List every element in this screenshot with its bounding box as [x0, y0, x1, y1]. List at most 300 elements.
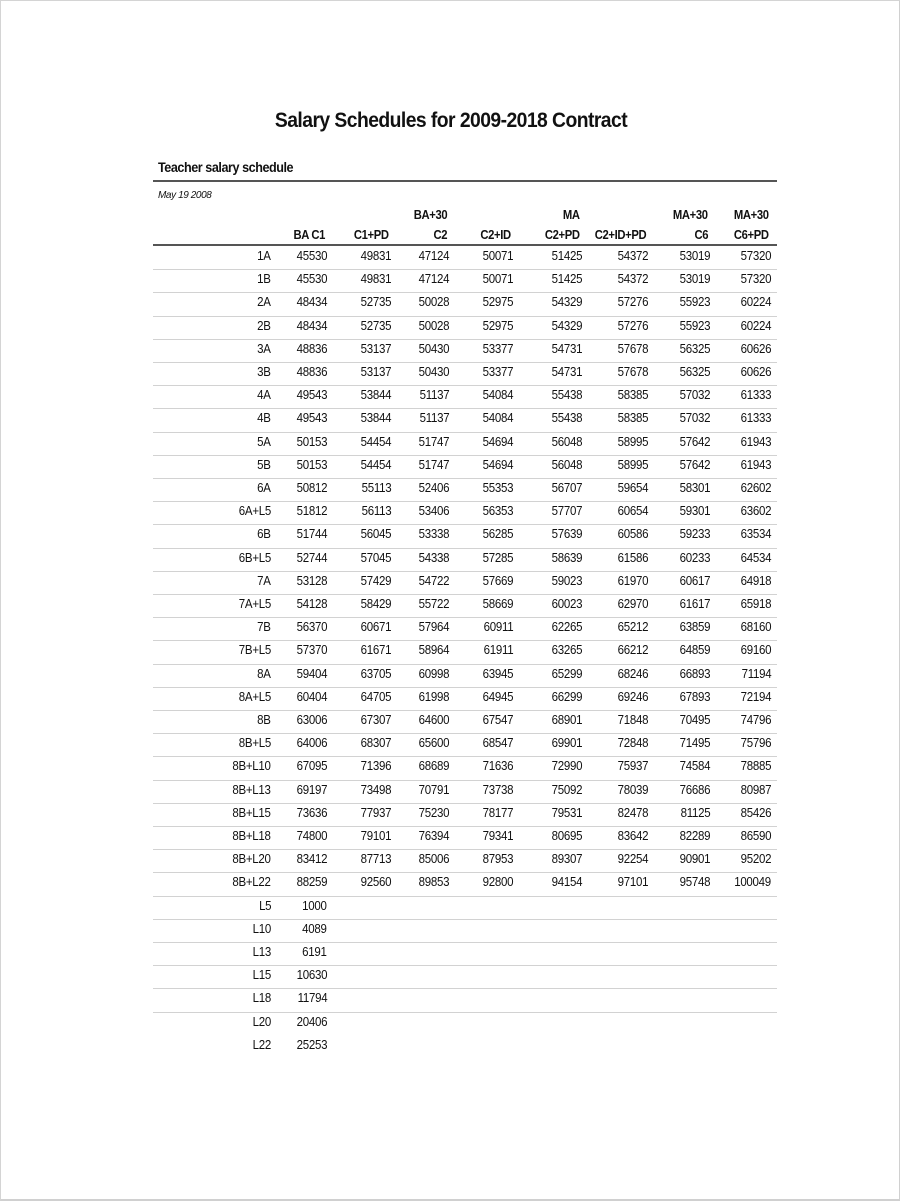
- table-row: [153, 548, 777, 572]
- salary-cell: 51747: [418, 457, 449, 472]
- salary-cell: 55923: [679, 295, 710, 310]
- salary-cell: 61333: [740, 411, 771, 426]
- salary-cell: 20406: [296, 1014, 327, 1029]
- salary-cell: 65918: [740, 597, 771, 611]
- salary-cell: 1000: [302, 898, 327, 913]
- salary-cell: 75092: [551, 782, 582, 797]
- salary-cell: 71636: [482, 759, 513, 774]
- table-row: [153, 455, 777, 479]
- salary-cell: 61911: [483, 643, 513, 658]
- step-label: 2A: [257, 295, 271, 310]
- salary-cell: 56325: [679, 365, 710, 379]
- salary-cell: 55113: [361, 481, 391, 495]
- step-label: L10: [252, 921, 271, 936]
- step-label: L20: [252, 1014, 271, 1029]
- salary-cell: 54454: [360, 457, 391, 472]
- salary-cell: 54084: [482, 411, 513, 426]
- salary-cell: 52744: [296, 550, 327, 565]
- step-label: 6B+L5: [238, 550, 271, 565]
- salary-cell: 70495: [679, 713, 710, 727]
- step-label: L5: [258, 898, 271, 913]
- salary-cell: 69197: [296, 782, 327, 797]
- salary-cell: 89853: [418, 875, 449, 890]
- salary-cell: 80987: [740, 782, 771, 797]
- salary-cell: 54731: [551, 341, 582, 356]
- salary-cell: 57276: [617, 318, 648, 333]
- salary-cell: 45530: [296, 272, 327, 287]
- salary-cell: 56353: [482, 504, 513, 519]
- step-label: 5A: [257, 434, 271, 449]
- salary-cell: 70791: [418, 782, 449, 797]
- salary-cell: 6191: [302, 945, 327, 959]
- salary-cell: 48836: [296, 341, 327, 356]
- salary-cell: 72990: [551, 759, 582, 774]
- salary-cell: 60654: [617, 504, 648, 519]
- salary-cell: 60998: [418, 666, 449, 681]
- column-header-5: C2+ID+PD: [594, 228, 646, 242]
- salary-cell: 59301: [679, 504, 710, 519]
- salary-cell: 10630: [296, 968, 327, 983]
- salary-cell: 52406: [418, 481, 449, 495]
- salary-cell: 53844: [360, 388, 391, 403]
- salary-cell: 64945: [482, 689, 513, 704]
- salary-cell: 88259: [296, 875, 327, 890]
- step-label: 5B: [257, 457, 271, 472]
- table-row: [153, 803, 777, 827]
- step-label: 4B: [257, 411, 271, 426]
- table-row: [153, 733, 777, 757]
- salary-cell: 57276: [617, 295, 648, 310]
- salary-cell: 50812: [296, 481, 327, 495]
- salary-cell: 61970: [617, 573, 648, 588]
- salary-cell: 64006: [296, 736, 327, 751]
- salary-cell: 67547: [482, 713, 513, 727]
- salary-cell: 78177: [482, 805, 513, 820]
- step-label: 7A+L5: [238, 597, 271, 611]
- step-label: 8B+L20: [232, 852, 271, 867]
- salary-cell: 57642: [679, 434, 710, 449]
- salary-cell: 56285: [482, 527, 513, 542]
- salary-cell: 90901: [679, 852, 710, 867]
- salary-cell: 51425: [551, 272, 582, 287]
- salary-cell: 64534: [740, 550, 771, 565]
- salary-cell: 60671: [360, 620, 391, 635]
- table-row: [153, 408, 777, 432]
- table-row: [153, 617, 777, 641]
- section-subtitle: Teacher salary schedule: [158, 159, 294, 175]
- salary-cell: 54722: [418, 573, 449, 588]
- table-row: [153, 849, 777, 873]
- step-label: 8A: [257, 666, 271, 681]
- salary-cell: 58429: [360, 597, 391, 611]
- salary-cell: 54731: [551, 365, 582, 379]
- salary-cell: 54084: [482, 388, 513, 403]
- salary-cell: 50153: [296, 434, 327, 449]
- salary-cell: 65299: [551, 666, 582, 681]
- table-row: [153, 664, 777, 688]
- column-header-7: C6+PD: [734, 228, 769, 242]
- salary-cell: 62970: [617, 597, 648, 611]
- salary-cell: 85426: [740, 805, 771, 820]
- salary-cell: 60233: [679, 550, 710, 565]
- salary-cell: 50153: [296, 457, 327, 472]
- table-row: [153, 942, 777, 966]
- salary-cell: 53019: [679, 272, 710, 287]
- table-row: [153, 432, 777, 456]
- salary-cell: 57669: [482, 573, 513, 588]
- salary-cell: 74800: [296, 829, 327, 843]
- salary-cell: 58301: [679, 481, 710, 495]
- salary-cell: 50071: [482, 272, 513, 287]
- table-row: [153, 269, 777, 293]
- salary-cell: 59404: [296, 666, 327, 681]
- salary-cell: 63006: [296, 713, 327, 727]
- salary-cell: 57707: [551, 504, 582, 519]
- salary-cell: 68901: [551, 713, 582, 727]
- salary-cell: 71495: [679, 736, 710, 751]
- salary-cell: 57678: [617, 365, 648, 379]
- salary-cell: 67307: [360, 713, 391, 727]
- table-row: [153, 756, 777, 780]
- salary-cell: 61617: [679, 597, 710, 611]
- salary-cell: 58385: [617, 388, 648, 403]
- salary-cell: 61943: [740, 457, 771, 472]
- salary-cell: 54329: [551, 318, 582, 333]
- step-label: L13: [252, 945, 271, 959]
- salary-cell: 51137: [419, 388, 449, 403]
- salary-cell: 47124: [418, 249, 449, 263]
- salary-cell: 54329: [551, 295, 582, 310]
- salary-cell: 62265: [551, 620, 582, 635]
- salary-cell: 60224: [740, 295, 771, 310]
- salary-cell: 64705: [360, 689, 391, 704]
- salary-cell: 54128: [296, 597, 327, 611]
- salary-cell: 94154: [551, 875, 582, 890]
- salary-cell: 53019: [679, 249, 710, 263]
- salary-cell: 49831: [360, 272, 391, 287]
- salary-cell: 61586: [617, 550, 648, 565]
- salary-cell: 50071: [482, 249, 513, 263]
- salary-cell: 63945: [482, 666, 513, 681]
- salary-cell: 57032: [679, 388, 710, 403]
- step-label: 8B: [257, 713, 271, 727]
- table-row: [153, 246, 777, 270]
- table-row: [153, 292, 777, 316]
- salary-cell: 49831: [360, 249, 391, 263]
- salary-cell: 56113: [361, 504, 391, 519]
- table-row: [153, 501, 777, 525]
- salary-cell: 68307: [360, 736, 391, 751]
- salary-cell: 86590: [740, 829, 771, 843]
- step-label: 6A+L5: [238, 504, 271, 519]
- salary-cell: 68160: [740, 620, 771, 635]
- step-label: 7B+L5: [238, 643, 271, 658]
- salary-cell: 60224: [740, 318, 771, 333]
- table-row: [153, 478, 777, 502]
- salary-cell: 50028: [418, 318, 449, 333]
- salary-cell: 57370: [296, 643, 327, 658]
- salary-cell: 53137: [360, 365, 391, 379]
- step-label: 8B+L5: [238, 736, 271, 751]
- column-header-top-4: MA: [563, 208, 580, 222]
- salary-cell: 65212: [617, 620, 648, 635]
- column-header-4: C2+PD: [545, 228, 580, 242]
- salary-cell: 58669: [482, 597, 513, 611]
- salary-cell: 54694: [482, 457, 513, 472]
- salary-cell: 54372: [617, 272, 648, 287]
- salary-cell: 50430: [418, 365, 449, 379]
- salary-cell: 69246: [617, 689, 648, 704]
- salary-cell: 53137: [360, 341, 391, 356]
- step-label: 7A: [257, 573, 271, 588]
- salary-cell: 73636: [296, 805, 327, 820]
- column-header-top-2: BA+30: [413, 208, 447, 222]
- page-title: Salary Schedules for 2009-2018 Contract: [274, 109, 628, 132]
- salary-cell: 52735: [360, 295, 391, 310]
- salary-cell: 61943: [740, 434, 771, 449]
- salary-cell: 58995: [617, 434, 648, 449]
- salary-cell: 60404: [296, 689, 327, 704]
- salary-cell: 71194: [741, 666, 771, 681]
- salary-cell: 59023: [551, 573, 582, 588]
- salary-cell: 57429: [360, 573, 391, 588]
- salary-cell: 97101: [617, 875, 648, 890]
- salary-cell: 92800: [482, 875, 513, 890]
- step-label: 1A: [257, 249, 271, 263]
- salary-cell: 56048: [551, 434, 582, 449]
- step-label: L15: [252, 968, 271, 983]
- salary-cell: 57642: [679, 457, 710, 472]
- column-header-top-7: MA+30: [734, 208, 769, 222]
- step-label: 7B: [257, 620, 271, 635]
- salary-cell: 69160: [740, 643, 771, 658]
- salary-cell: 79101: [360, 829, 391, 843]
- salary-cell: 56045: [360, 527, 391, 542]
- salary-cell: 71396: [360, 759, 391, 774]
- salary-cell: 83412: [296, 852, 327, 867]
- table-row: [153, 640, 777, 664]
- salary-cell: 80695: [551, 829, 582, 843]
- salary-cell: 57964: [418, 620, 449, 635]
- salary-cell: 61333: [740, 388, 771, 403]
- salary-cell: 92254: [617, 852, 648, 867]
- salary-cell: 57285: [482, 550, 513, 565]
- step-label: 8B+L18: [232, 829, 271, 843]
- salary-cell: 11794: [297, 991, 327, 1006]
- salary-cell: 53406: [418, 504, 449, 519]
- salary-cell: 63534: [740, 527, 771, 542]
- salary-cell: 51747: [418, 434, 449, 449]
- table-row: [153, 872, 777, 896]
- salary-cell: 60911: [483, 620, 513, 635]
- column-header-6: C6: [694, 228, 708, 242]
- salary-cell: 85006: [418, 852, 449, 867]
- salary-cell: 89307: [551, 852, 582, 867]
- salary-cell: 61998: [418, 689, 449, 704]
- step-label: 2B: [257, 318, 271, 333]
- salary-cell: 4089: [302, 921, 327, 936]
- salary-cell: 67893: [679, 689, 710, 704]
- table-row: [153, 594, 777, 618]
- salary-cell: 54454: [360, 434, 391, 449]
- salary-cell: 45530: [296, 249, 327, 263]
- salary-cell: 51744: [296, 527, 327, 542]
- salary-cell: 100049: [734, 875, 771, 890]
- step-label: 3B: [257, 365, 271, 379]
- salary-cell: 78039: [617, 782, 648, 797]
- salary-cell: 57678: [617, 341, 648, 356]
- salary-cell: 58639: [551, 550, 582, 565]
- step-label: L18: [252, 991, 271, 1006]
- table-row: [153, 965, 777, 989]
- salary-cell: 48434: [296, 295, 327, 310]
- step-label: 8B+L10: [232, 759, 271, 774]
- salary-cell: 95748: [679, 875, 710, 890]
- salary-cell: 60626: [740, 365, 771, 379]
- salary-cell: 95202: [740, 852, 771, 867]
- salary-cell: 64918: [740, 573, 771, 588]
- salary-cell: 68246: [617, 666, 648, 681]
- salary-cell: 52975: [482, 318, 513, 333]
- salary-cell: 82289: [679, 829, 710, 843]
- column-header-0: BA C1: [293, 228, 325, 242]
- salary-cell: 49543: [296, 411, 327, 426]
- salary-cell: 56707: [551, 481, 582, 495]
- salary-cell: 74584: [679, 759, 710, 774]
- table-row: [153, 1012, 777, 1035]
- salary-cell: 61671: [360, 643, 391, 658]
- salary-cell: 55722: [418, 597, 449, 611]
- step-label: 1B: [257, 272, 271, 287]
- salary-cell: 57320: [740, 249, 771, 263]
- salary-cell: 57639: [551, 527, 582, 542]
- salary-cell: 53338: [418, 527, 449, 542]
- table-row: [153, 826, 777, 850]
- salary-cell: 78885: [740, 759, 771, 774]
- column-header-2: C2: [433, 228, 447, 242]
- salary-cell: 51812: [296, 504, 327, 519]
- salary-cell: 63265: [551, 643, 582, 658]
- salary-cell: 75230: [418, 805, 449, 820]
- salary-cell: 73738: [482, 782, 513, 797]
- table-row: [153, 339, 777, 363]
- table-row: [153, 524, 777, 548]
- table-row: [153, 687, 777, 711]
- salary-cell: 65600: [418, 736, 449, 751]
- salary-cell: 48434: [296, 318, 327, 333]
- salary-cell: 69901: [551, 736, 582, 751]
- schedule-date: May 19 2008: [158, 190, 212, 201]
- step-label: 6B: [257, 527, 271, 542]
- step-label: 3A: [257, 341, 271, 356]
- salary-cell: 79341: [482, 829, 513, 843]
- salary-cell: 56370: [296, 620, 327, 635]
- table-row: [153, 780, 777, 804]
- salary-cell: 53844: [360, 411, 391, 426]
- salary-cell: 58964: [418, 643, 449, 658]
- salary-cell: 63705: [360, 666, 391, 681]
- salary-cell: 68547: [482, 736, 513, 751]
- salary-cell: 59654: [617, 481, 648, 495]
- salary-cell: 52735: [360, 318, 391, 333]
- salary-cell: 76686: [679, 782, 710, 797]
- salary-cell: 60586: [617, 527, 648, 542]
- table-row: [153, 362, 777, 386]
- salary-cell: 79531: [551, 805, 582, 820]
- salary-cell: 81125: [680, 805, 710, 820]
- column-header-3: C2+ID: [480, 228, 511, 242]
- salary-cell: 66212: [617, 643, 648, 658]
- salary-cell: 75796: [740, 736, 771, 751]
- salary-cell: 60617: [679, 573, 710, 588]
- salary-cell: 62602: [740, 481, 771, 495]
- salary-cell: 55438: [551, 388, 582, 403]
- table-row: [153, 919, 777, 943]
- salary-cell: 55438: [551, 411, 582, 426]
- step-label: 4A: [257, 388, 271, 403]
- step-label: 8A+L5: [238, 689, 271, 704]
- table-row: [153, 896, 777, 920]
- salary-cell: 55353: [482, 481, 513, 495]
- table-row: [153, 988, 777, 1012]
- salary-cell: 72848: [617, 736, 648, 751]
- salary-cell: 72194: [740, 689, 771, 704]
- salary-cell: 76394: [418, 829, 449, 843]
- salary-cell: 59233: [679, 527, 710, 542]
- step-label: 6A: [257, 481, 271, 495]
- salary-cell: 77937: [360, 805, 391, 820]
- salary-cell: 71848: [617, 713, 648, 727]
- salary-cell: 55923: [679, 318, 710, 333]
- salary-cell: 25253: [296, 1037, 327, 1052]
- salary-cell: 58385: [617, 411, 648, 426]
- step-label: 8B+L13: [232, 782, 271, 797]
- column-header-top-6: MA+30: [673, 208, 708, 222]
- salary-cell: 54372: [617, 249, 648, 263]
- salary-cell: 75937: [617, 759, 648, 774]
- salary-cell: 63859: [679, 620, 710, 635]
- salary-cell: 87953: [482, 852, 513, 867]
- salary-cell: 68689: [418, 759, 449, 774]
- step-label: L22: [252, 1037, 271, 1052]
- salary-cell: 74796: [740, 713, 771, 727]
- salary-cell: 51137: [419, 411, 449, 426]
- salary-cell: 54694: [482, 434, 513, 449]
- salary-cell: 50430: [418, 341, 449, 356]
- salary-cell: 57045: [360, 550, 391, 565]
- salary-cell: 57320: [740, 272, 771, 287]
- salary-cell: 60626: [740, 341, 771, 356]
- salary-cell: 52975: [482, 295, 513, 310]
- salary-cell: 83642: [617, 829, 648, 843]
- salary-cell: 60023: [551, 597, 582, 611]
- table-row: [153, 385, 777, 409]
- salary-cell: 67095: [296, 759, 327, 774]
- salary-cell: 57032: [679, 411, 710, 426]
- salary-cell: 73498: [360, 782, 391, 797]
- salary-cell: 66893: [679, 666, 710, 681]
- salary-cell: 92560: [360, 875, 391, 890]
- step-label: 8B+L15: [232, 805, 271, 820]
- salary-cell: 53377: [482, 365, 513, 379]
- table-row: [153, 316, 777, 340]
- salary-cell: 64600: [418, 713, 449, 727]
- salary-cell: 63602: [740, 504, 771, 519]
- salary-cell: 53128: [296, 573, 327, 588]
- salary-cell: 51425: [551, 249, 582, 263]
- step-label: 8B+L22: [232, 875, 271, 890]
- salary-cell: 82478: [617, 805, 648, 820]
